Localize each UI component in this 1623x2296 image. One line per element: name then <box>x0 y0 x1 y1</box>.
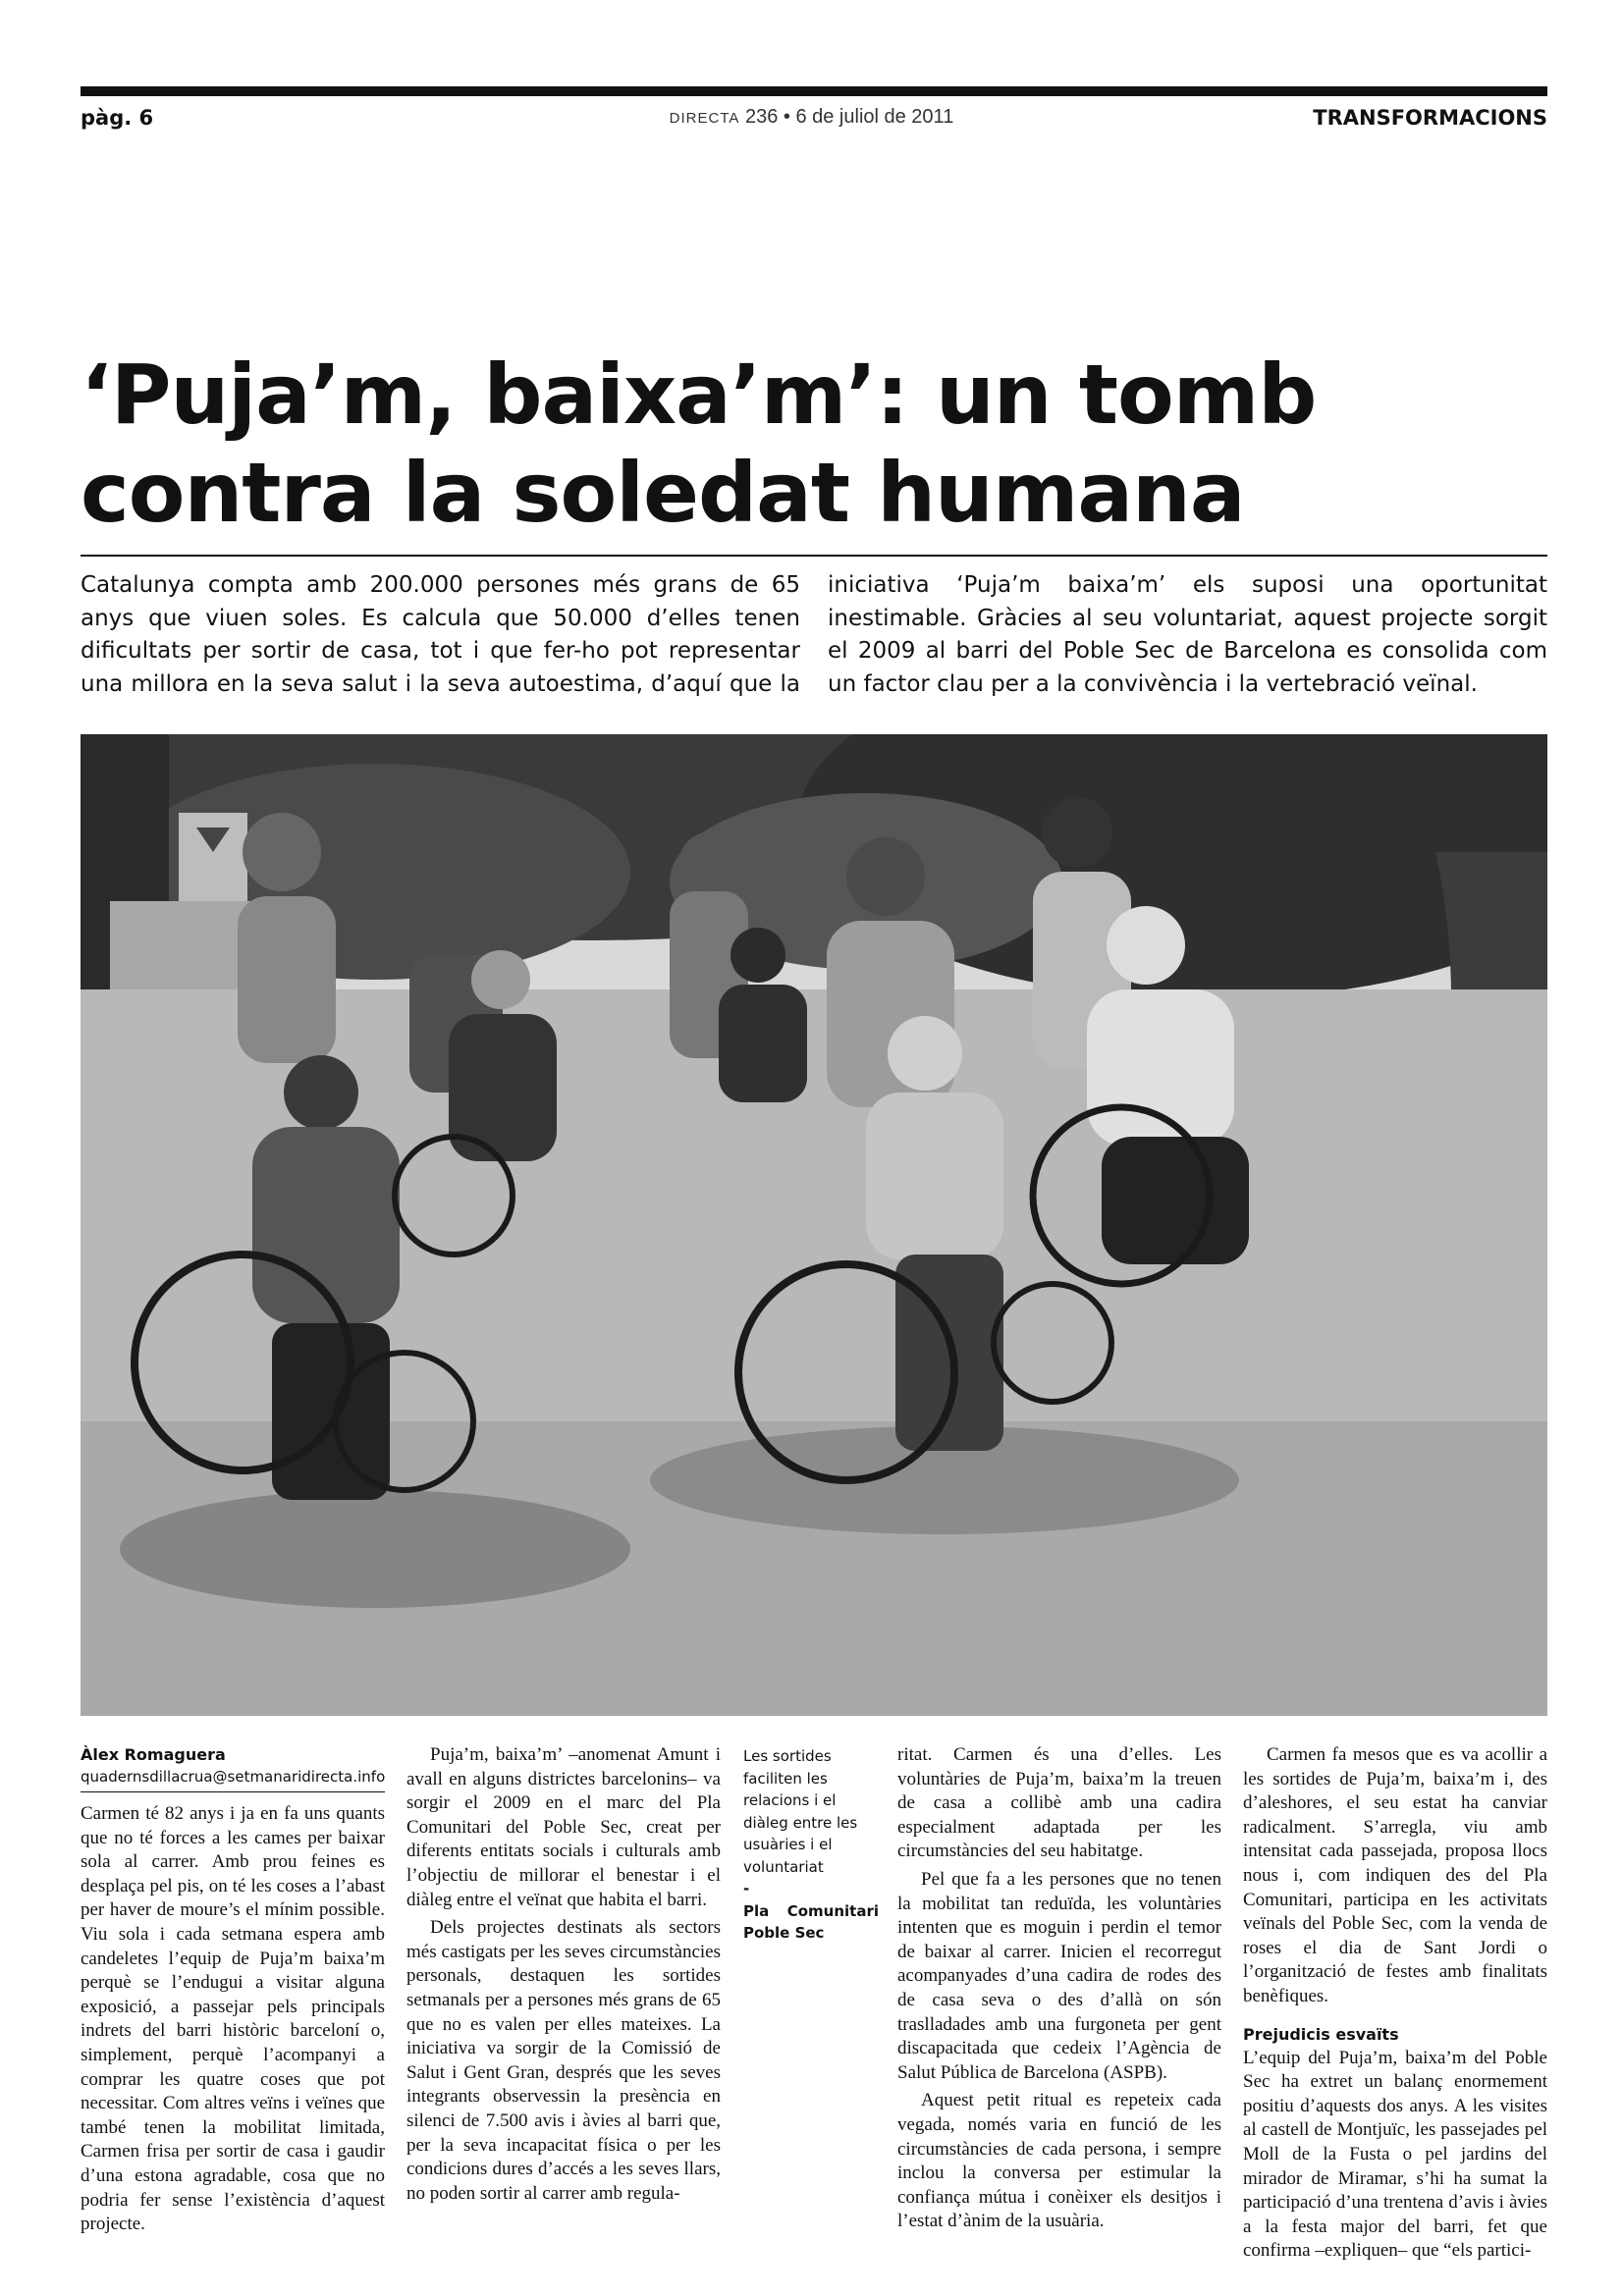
subheading: Prejudicis esvaïts <box>1243 2024 1399 2044</box>
paragraph: Carmen té 82 anys i ja en fa uns quants que no té forces a les cames per baixar sola al carrer. Amb prou feines es desplaça pel pis, on té les coses a l’abast per haver de moure’s el mínim possible. Viu sola i cada setmana espera amb candeletes l’equip de Puja’m baixa’m perquè se l’endugui a visitar alguna exposició, a passejar pels principals indrets del barri històric barceloní o, simplement, perquè l’acompanyi a comprar les quatre coses que pot necessitar. Com altres veïns i veïnes que també tenen la mobilitat limitada, Carmen frisa per sortir de casa i gaudir d’una estona agradable, cosa que no podria fer sense l’existència d’aquest projecte. <box>81 1803 385 2235</box>
text-column-1 <box>81 1743 385 2237</box>
photo-caption-column <box>743 1745 879 1945</box>
paragraph: ritat. Carmen és una d’elles. Les voluntàries de Puja’m, baixa’m la treuen de casa a collibè amb una cadira especialment adaptada per les circumstàncies del seu habitatge. <box>897 1744 1221 1862</box>
caption-dash: - <box>743 1880 750 1897</box>
paragraph: Pel que fa a les persones que no tenen la mobilitat tan reduïda, les voluntàries intenten que es moguin i perdin el temor de baixar al carrer. Inicien el recorregut acompanyades d’una cadira de rodes des de casa seva o des d’allà on són traslladades amb una furgoneta per gent discapacitada que cedeix l’Agència de Salut Pública de Barcelona (ASPB). <box>897 1868 1221 2083</box>
standfirst: Catalunya compta amb 200.000 persones més grans de 65 anys que viuen soles. Es calcula que 50.000 d’elles tenen dificultats per sortir de casa, tot i que fer-ho pot representar una millora en la seva salut i la seva autoestima, d’aquí que la iniciativa ‘Puja’m baixa’m’ els suposi una oportunitat inestimable. Gràcies al seu voluntariat, aquest projecte sorgit el 2009 al barri del Poble Sec de Barcelona es consolida com un factor clau per a la convivència i la vertebració veïnal. <box>81 572 1547 697</box>
headline-line-2: contra la soledat humana <box>81 445 1245 541</box>
section-name: TRANSFORMACIONS <box>1313 106 1547 130</box>
photo-credit: Pla Comunitari Poble Sec <box>743 1901 879 1942</box>
publication-name: DIRECTA <box>669 110 740 127</box>
paragraph: L’equip del Puja’m, baixa’m del Poble Sec ha extret un balanç enormement positiu d’aquests dos anys. A les visites al castell de Montjuïc, les passejades pel Moll de la Fusta o pel jardins del mirador de Miramar, s’hi ha sumat la participació d’una trentena d’avis i àvies a la festa major del barri, fet que confirma –expliquen– que “els partici- <box>1243 2047 1547 2262</box>
headline <box>81 346 1547 542</box>
author-name: Àlex Romaguera <box>81 1745 226 1764</box>
text-column-4 <box>897 1743 1221 2234</box>
headline-line-1: ‘Puja’m, baixa’m’: un tomb <box>81 347 1317 443</box>
text-column-5 <box>1243 1743 1547 2264</box>
issue-date: 236 • 6 de juliol de 2011 <box>739 106 954 128</box>
paragraph: Dels projectes destinats als sectors més castigats per les seves circumstàncies personals, destaquen les sortides setmanals per a persones més grans de 65 que no es valen per elles mateixes. La iniciativa va sorgir de la Comissió de Salut i Gent Gran, després que les seves integrants observessin la presència en silenci de 7.500 avis i àvies al barri que, per la seva incapacitat física o per les condicions dures d’accés a les seves llars, no poden sortir al carrer amb regula- <box>406 1917 721 2204</box>
paragraph: Carmen fa mesos que es va acollir a les sortides de Puja’m, baixa’m i, des d’aleshores, el seu estat ha canviar radicalment. S’arregla, viu amb intensitat cada passejada, proposa llocs nous i, com indiquen des del Pla Comunitari, participa en les activitats veïnals del Poble Sec, com la venda de roses el dia de Sant Jordi o l’organització de festes amb finalitats benèfiques. <box>1243 1744 1547 2006</box>
author-rule <box>81 1791 385 1792</box>
page-number: pàg. 6 <box>81 106 154 130</box>
paragraph: Aquest petit ritual es repeteix cada vegada, només varia en funció de les circumstàncies de cada persona, i sempre inclou la conversa per estimular la confiança mútua i conèixer els desitjos i l’estat d’ànim de la usuària. <box>897 2090 1221 2232</box>
photo-caption: Les sortides faciliten les relacions i el diàleg entre les usuàries i el voluntariat <box>743 1747 858 1876</box>
top-rule <box>81 86 1547 96</box>
article-photo <box>81 734 1547 1716</box>
photo-illustration <box>81 734 1547 1716</box>
text-column-2 <box>406 1743 721 2206</box>
paragraph: Puja’m, baixa’m’ –anomenat Amunt i avall en alguns districtes barcelonins– va sorgir el 2009 en el marc del Pla Comunitari del Poble Sec, creat per diferents entitats socials i culturals amb l’objectiu de millorar el benestar i el diàleg entre el veïnat que habita el barri. <box>406 1744 721 1910</box>
author-email: quadernsdillacrua@setmanaridirecta.info <box>81 1768 386 1786</box>
headline-rule <box>81 555 1547 557</box>
